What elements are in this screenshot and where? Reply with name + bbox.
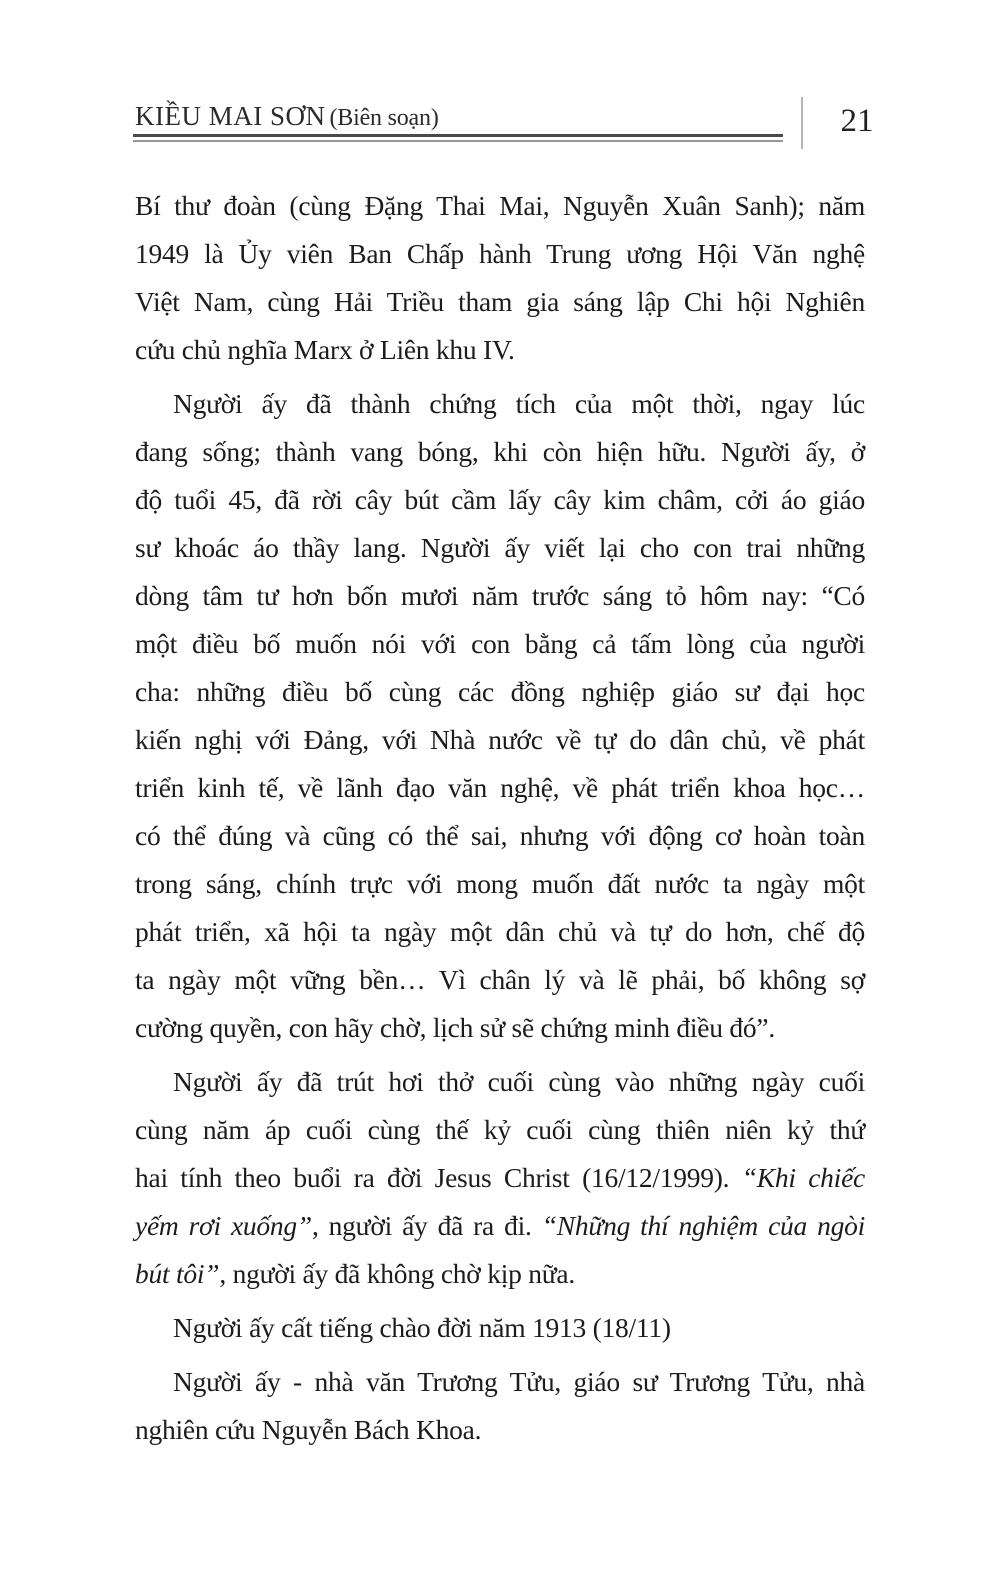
text-line: [135, 1004, 865, 1052]
text-segment: nghiên cứu Nguyễn Bách Khoa.: [135, 1414, 482, 1445]
text-line: [135, 764, 865, 812]
text-line: [135, 716, 865, 764]
text-segment: Người ấy cất tiếng chào đời năm 1913 (18/11): [173, 1312, 671, 1343]
text-segment: độ tuổi 45, đã rời cây bút cầm lấy cây kim châm, cởi áo giáo: [135, 484, 865, 515]
page-header: [135, 101, 785, 132]
text-line: [135, 956, 865, 1004]
text-segment: 1949 là Ủy viên Ban Chấp hành Trung ương Hội Văn nghệ: [135, 238, 865, 269]
text-segment: kiến nghị với Đảng, với Nhà nước về tự do dân chủ, về phát: [135, 724, 865, 755]
editor-role: (Biên soạn): [329, 105, 439, 131]
text-segment: phát triển, xã hội ta ngày một dân chủ và tự do hơn, chế độ: [135, 916, 865, 947]
text-segment: một điều bố muốn nói với con bằng cả tấm lòng của người: [135, 628, 865, 659]
text-segment: , người ấy đã ra đi.: [311, 1210, 542, 1241]
text-line: [135, 230, 865, 278]
text-line: [135, 1202, 865, 1250]
text-line: [135, 668, 865, 716]
text-segment: bút tôi”: [135, 1258, 220, 1289]
text-line: [135, 1106, 865, 1154]
text-line: [135, 428, 865, 476]
text-segment: , người ấy đã không chờ kịp nữa.: [219, 1258, 575, 1289]
text-line: [135, 476, 865, 524]
text-segment: “Những thí nghiệm của ngòi: [541, 1210, 865, 1241]
text-segment: cùng năm áp cuối cùng thế kỷ cuối cùng thiên niên kỷ thứ: [135, 1114, 865, 1145]
text-segment: trong sáng, chính trực với mong muốn đất nước ta ngày một: [135, 868, 865, 899]
text-line: [135, 524, 865, 572]
header-rule-thick: [133, 134, 783, 137]
text-line: [135, 1250, 865, 1298]
text-line: [135, 1058, 865, 1106]
text-segment: hai tính theo buổi ra đời Jesus Christ (16/12/1999).: [135, 1162, 742, 1193]
paragraph: [135, 380, 865, 1052]
paragraph: [135, 182, 865, 374]
text-segment: đang sống; thành vang bóng, khi còn hiện hữu. Người ấy, ở: [135, 436, 865, 467]
text-line: [135, 620, 865, 668]
text-segment: yếm rơi xuống”: [135, 1210, 312, 1241]
text-segment: Người ấy - nhà văn Trương Tửu, giáo sư Trương Tửu, nhà: [173, 1366, 865, 1397]
text-segment: ta ngày một vững bền… Vì chân lý và lẽ phải, bố không sợ: [135, 964, 865, 995]
page-number: 21: [840, 103, 874, 139]
text-line: [135, 1304, 865, 1352]
text-segment: Việt Nam, cùng Hải Triều tham gia sáng lập Chi hội Nghiên: [135, 286, 865, 317]
text-segment: có thể đúng và cũng có thể sai, nhưng với động cơ hoàn toàn: [135, 820, 865, 851]
paragraph: [135, 1304, 865, 1352]
text-segment: cứu chủ nghĩa Marx ở Liên khu IV.: [135, 334, 515, 365]
text-line: [135, 1358, 865, 1406]
paragraph: [135, 1358, 865, 1454]
text-segment: sư khoác áo thầy lang. Người ấy viết lại cho con trai những: [135, 532, 865, 563]
page-body: [135, 182, 865, 1460]
header-rule-thin: [133, 140, 783, 142]
text-segment: Người ấy đã thành chứng tích của một thời, ngay lúc: [173, 388, 865, 419]
text-line: [135, 380, 865, 428]
text-segment: triển kinh tế, về lãnh đạo văn nghệ, về phát triển khoa học…: [135, 772, 865, 803]
text-segment: cường quyền, con hãy chờ, lịch sử sẽ chứng minh điều đó”.: [135, 1012, 775, 1043]
text-segment: Người ấy đã trút hơi thở cuối cùng vào những ngày cuối: [173, 1066, 865, 1097]
text-segment: “Khi chiếc: [741, 1162, 865, 1193]
text-line: [135, 1154, 865, 1202]
text-line: [135, 182, 865, 230]
text-line: [135, 1406, 865, 1454]
text-line: [135, 278, 865, 326]
text-line: [135, 860, 865, 908]
author-name: KIỀU MAI SƠN: [135, 101, 326, 131]
text-segment: cha: những điều bố cùng các đồng nghiệp giáo sư đại học: [135, 676, 865, 707]
text-line: [135, 326, 865, 374]
text-segment: Bí thư đoàn (cùng Đặng Thai Mai, Nguyễn Xuân Sanh); năm: [135, 190, 865, 221]
text-line: [135, 908, 865, 956]
text-line: [135, 812, 865, 860]
header-divider: [801, 97, 803, 149]
text-segment: dòng tâm tư hơn bốn mươi năm trước sáng tỏ hôm nay: “Có: [135, 580, 865, 611]
paragraph: [135, 1058, 865, 1298]
text-line: [135, 572, 865, 620]
